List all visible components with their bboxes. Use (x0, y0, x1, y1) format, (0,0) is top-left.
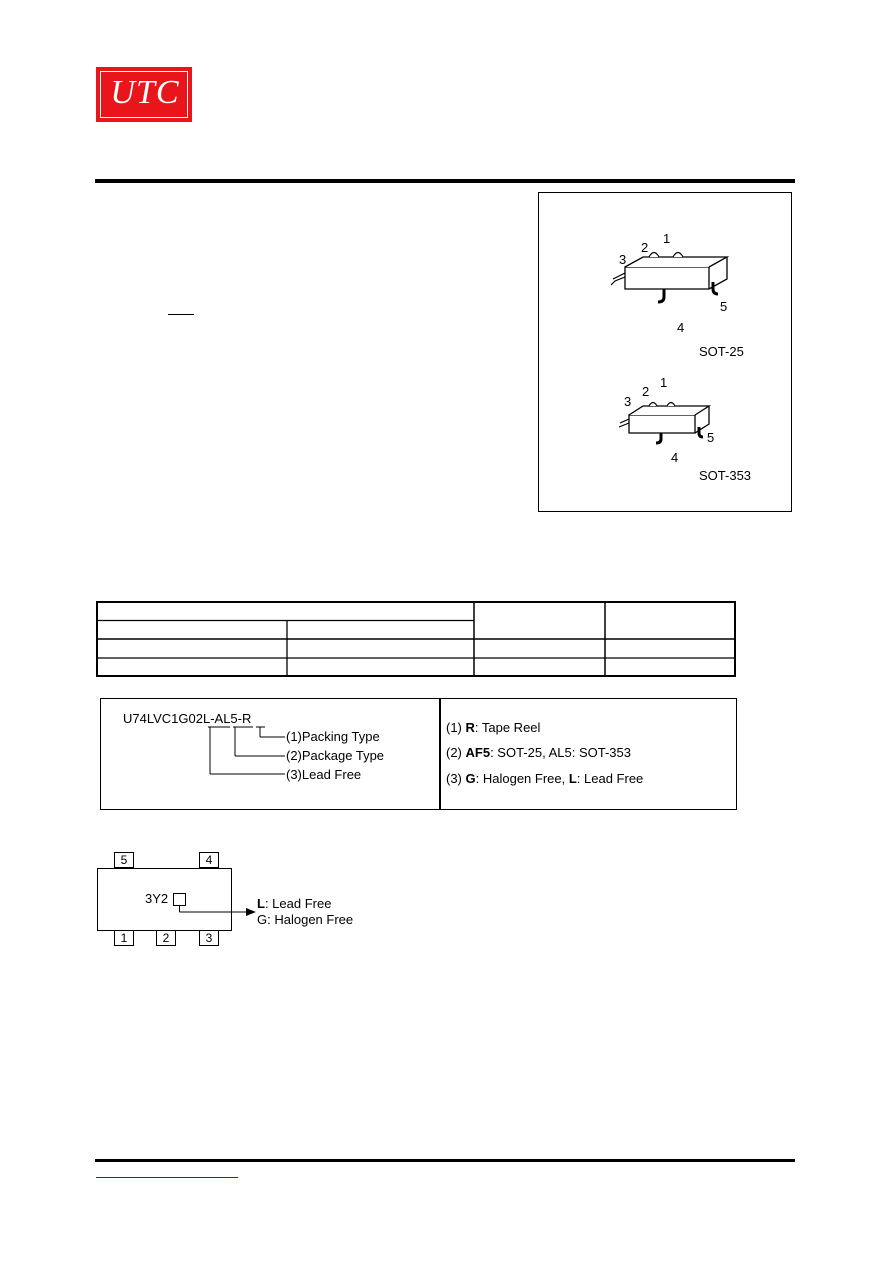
marking-pin-2: 2 (156, 930, 176, 946)
sot25-pin-4: 4 (677, 320, 685, 335)
legend-lead-prefix: (3) (446, 771, 466, 786)
sot353-pin-1: 1 (660, 375, 668, 390)
callout-packing-type: (1)Packing Type (286, 729, 380, 744)
sot25-pin-3: 3 (619, 252, 627, 267)
overline-mark (168, 314, 194, 315)
marking-note-g-code: G (257, 912, 268, 927)
legend-lead-code: L (568, 771, 577, 786)
marking-pin-4: 4 (199, 852, 219, 868)
sot353-pin-4: 4 (671, 450, 679, 465)
logo-frame (100, 71, 188, 118)
legend-lead-text: : Lead Free (576, 771, 644, 786)
marking-pin-3: 3 (199, 930, 219, 946)
header-rule (95, 179, 795, 183)
sot353-pin-2: 2 (642, 384, 650, 399)
callout-package-type: (2)Package Type (286, 748, 385, 763)
sot353-pin-5: 5 (707, 430, 715, 445)
utc-logo (96, 67, 192, 122)
sot25-pin-2: 2 (641, 240, 649, 255)
legend-package-prefix: (2) (446, 745, 466, 760)
legend-packing-prefix: (1) (446, 720, 466, 735)
sot25-label: SOT-25 (699, 344, 744, 359)
legend-package (446, 745, 631, 760)
footer-link-underline[interactable] (96, 1177, 238, 1178)
sot353-label: SOT-353 (699, 468, 752, 483)
decode-divider (439, 698, 441, 810)
legend-lead-free (446, 771, 643, 786)
legend-package-text: : SOT-25, AL5: SOT-353 (490, 745, 631, 760)
sot25-pin-5: 5 (720, 299, 728, 314)
package-drawings-box (538, 192, 792, 512)
marking-note-g-text: : Halogen Free (267, 912, 354, 927)
marking-note-l-text: : Lead Free (264, 896, 332, 911)
sot25-pin-1: 1 (663, 231, 671, 246)
legend-halogen-code: G (465, 771, 476, 786)
decode-leader-lines (205, 725, 295, 777)
logo-text: UTC (110, 74, 180, 111)
footer-rule (95, 1159, 795, 1162)
marking-code: 3Y2 (145, 891, 169, 906)
legend-package-code: AF5 (465, 745, 491, 760)
legend-packing-text: : Tape Reel (474, 720, 541, 735)
marking-pin-5: 5 (114, 852, 134, 868)
ordering-table (96, 601, 736, 677)
sot353-pin-3: 3 (624, 394, 632, 409)
marking-note-l-code: L (257, 896, 265, 911)
marking-pin-1: 1 (114, 930, 134, 946)
marking-arrow (170, 890, 260, 920)
legend-packing (446, 720, 540, 735)
marking-note-halogen-free (257, 912, 353, 927)
legend-halogen-text: : Halogen Free, (475, 771, 569, 786)
callout-lead-free: (3)Lead Free (286, 767, 362, 782)
legend-packing-code: R (465, 720, 475, 735)
part-number: U74LVC1G02L-AL5-R (123, 711, 252, 726)
marking-note-lead-free (257, 896, 331, 911)
